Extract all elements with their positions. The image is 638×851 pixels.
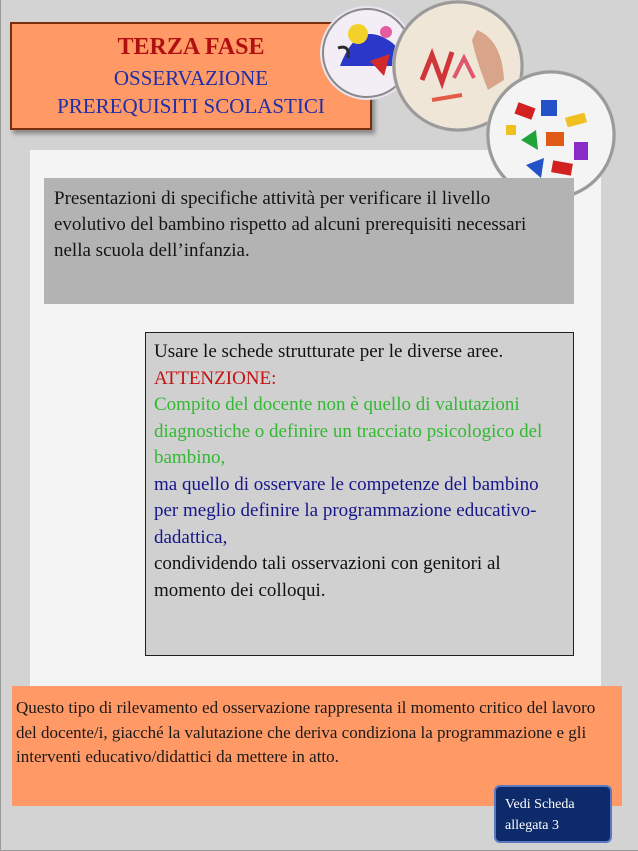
notice-text: [154, 339, 564, 604]
notice-instruction: Usare le schede strutturate per le diverse aree.: [154, 341, 504, 362]
notice-closing-text: condividendo tali osservazioni con genitori al momento dei colloqui.: [154, 553, 501, 601]
phase-subtitle-2: PREREQUISITI SCOLASTICI: [57, 94, 325, 118]
attachment-reference-button[interactable]: [494, 785, 612, 843]
phase-subtitle-1: OSSERVAZIONE: [113, 66, 269, 90]
notice-blue-text: ma quello di osservare le competenze del bambino per meglio definire la programmazione educativo-dadattica,: [154, 473, 539, 548]
intro-box: [44, 178, 574, 304]
notice-box: [145, 332, 574, 656]
footer-text: Questo tipo di rilevamento ed osservazione rappresenta il momento critico del lavoro del docente/i, giacché la valutazione che deriva condiziona la programmazione e gli interventi educativo/didattici da mettere in atto.: [16, 698, 596, 766]
title-banner: [10, 22, 372, 130]
notice-green-text: Compito del docente non è quello di valutazioni diagnostiche o definire un tracciato psicologico del bambino,: [154, 394, 543, 468]
notice-warning-label: ATTENZIONE:: [154, 367, 277, 389]
phase-title: TERZA FASE: [117, 34, 265, 60]
reference-line-1: Vedi Scheda: [505, 797, 575, 812]
reference-line-2: allegata 3: [505, 818, 560, 833]
intro-text: Presentazioni di specifiche attività per verificare il livello evolutivo del bambino rispetto ad alcuni prerequisiti necessari nella scuola dell’infanzia.: [54, 188, 527, 261]
